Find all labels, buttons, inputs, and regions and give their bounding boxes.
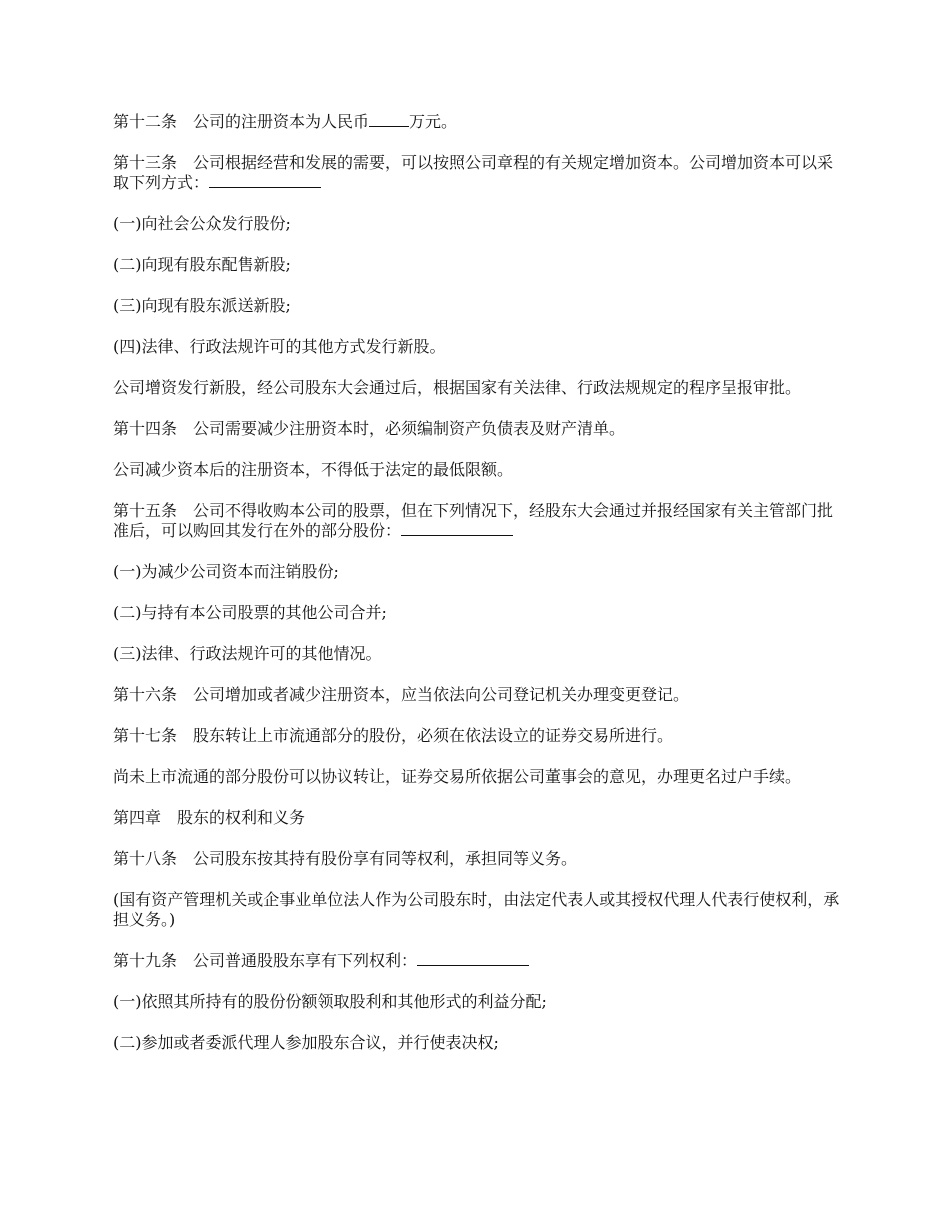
blank-field: [209, 173, 321, 188]
article-17: 第十七条 股东转让上市流通部分的股份，必须在依法设立的证券交易所进行。: [113, 726, 674, 745]
article-19: [113, 951, 843, 971]
article-13: [113, 153, 843, 193]
article-12-text: 第十二条 公司的注册资本为人民币: [113, 112, 370, 131]
article-12: [113, 112, 843, 132]
article-15: [113, 501, 843, 541]
list-item: (三)法律、行政法规许可的其他情况。: [113, 644, 382, 663]
article-12-text-end: 万元。: [409, 112, 458, 131]
article-13-text: 第十三条 公司根据经营和发展的需要，可以按照公司章程的有关规定增加资本。公司增加资本可以采取下列方式：: [113, 153, 834, 192]
list-item: (二)参加或者委派代理人参加股东合议，并行使表决权;: [113, 1033, 499, 1052]
blank-field: [401, 521, 513, 536]
list-item: (一)向社会公众发行股份;: [113, 214, 291, 233]
paragraph: 尚未上市流通的部分股份可以协议转让，证券交易所依据公司董事会的意见，办理更名过户手续。: [113, 767, 802, 786]
document-body: [113, 112, 843, 1074]
list-item: (二)向现有股东配售新股;: [113, 255, 291, 274]
article-14: 第十四条 公司需要减少注册资本时，必须编制资产负债表及财产清单。: [113, 419, 626, 438]
paragraph: 公司减少资本后的注册资本，不得低于法定的最低限额。: [113, 460, 514, 479]
list-item: (二)与持有本公司股票的其他公司合并;: [113, 603, 387, 622]
list-item: (三)向现有股东派送新股;: [113, 296, 291, 315]
paragraph: (国有资产管理机关或企事业单位法人作为公司股东时，由法定代表人或其授权代理人代表行使权利，承担义务。): [113, 890, 840, 929]
list-item: (一)依照其所持有的股份份额领取股利和其他形式的利益分配;: [113, 992, 547, 1011]
article-15-text: 第十五条 公司不得收购本公司的股票，但在下列情况下，经股东大会通过并报经国家有关主管部门批准后，可以购回其发行在外的部分股份：: [113, 501, 834, 540]
list-item: (一)为减少公司资本而注销股份;: [113, 562, 339, 581]
blank-field: [417, 951, 529, 966]
list-item: (四)法律、行政法规许可的其他方式发行新股。: [113, 337, 446, 356]
blank-field: [369, 112, 409, 127]
chapter-heading: 第四章 股东的权利和义务: [113, 808, 306, 827]
article-16: 第十六条 公司增加或者减少注册资本，应当依法向公司登记机关办理变更登记。: [113, 685, 690, 704]
article-19-text: 第十九条 公司普通股股东享有下列权利：: [113, 951, 418, 970]
article-18: 第十八条 公司股东按其持有股份享有同等权利，承担同等义务。: [113, 849, 578, 868]
paragraph: 公司增资发行新股，经公司股东大会通过后，根据国家有关法律、行政法规规定的程序呈报审批。: [113, 378, 802, 397]
